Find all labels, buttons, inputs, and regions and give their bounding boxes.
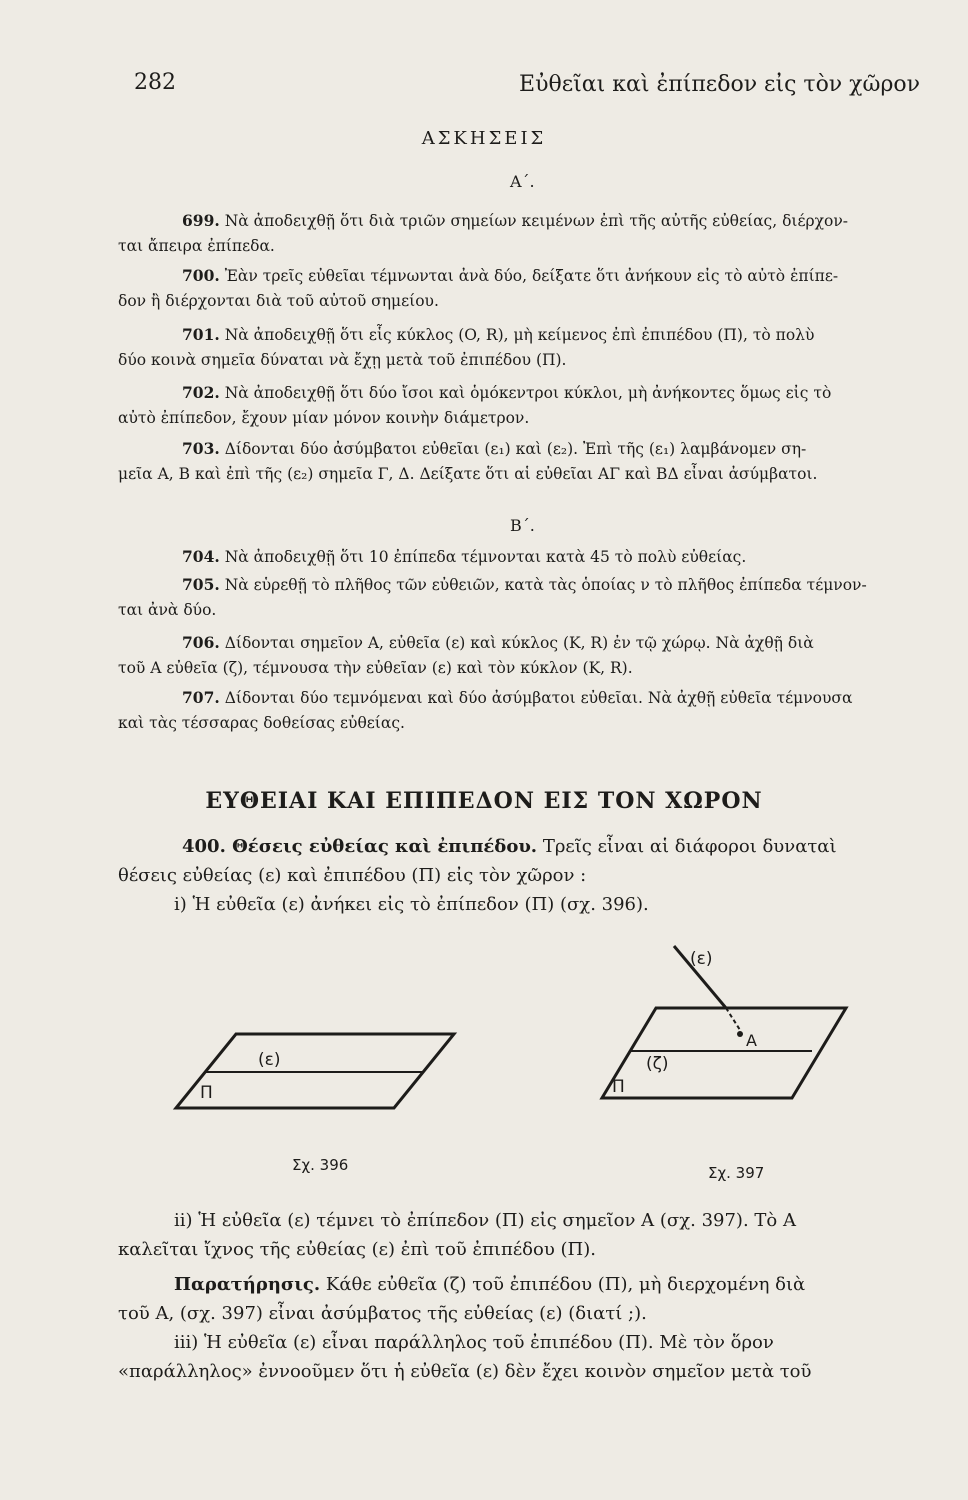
- exercise-text: Νὰ ἀποδειχθῇ ὅτι δύο ἴσοι καὶ ὁμόκεντροι κύκλοι, μὴ ἀνήκοντες ὅμως εἰς τὸ: [224, 384, 832, 402]
- remark-label: Παρατήρησις.: [174, 1274, 321, 1295]
- chapter-title: ΕΥΘΕΙΑΙ ΚΑΙ ΕΠΙΠΕΔΟΝ ΕΙΣ ΤΟΝ ΧΩΡΟΝ: [205, 788, 763, 814]
- exercise-text: αὐτὸ ἐπίπεδον, ἔχουν μίαν μόνον κοινὴν διάμετρον.: [118, 409, 530, 427]
- exercise-number: 703.: [182, 439, 220, 458]
- line-e-label: (ε): [258, 1050, 281, 1070]
- point-a-label: Α: [746, 1031, 757, 1050]
- figure-396: [176, 1034, 454, 1174]
- exercise-text: καὶ τὰς τέσσαρας δοθείσας εὐθείας.: [118, 714, 405, 732]
- exercise-706: [118, 630, 926, 681]
- exercise-text: δον ἢ διέρχονται διὰ τοῦ αὐτοῦ σημείου.: [118, 292, 439, 310]
- remark-paragraph: [118, 1270, 926, 1386]
- case-iii-text: iii) Ἡ εὐθεῖα (ε) εἶναι παράλληλος τοῦ ἐπιπέδου (Π). Μὲ τὸν ὅρον: [174, 1332, 774, 1353]
- section-intro-text: Τρεῖς εἶναι αἱ διάφοροι δυναταὶ: [542, 836, 837, 857]
- exercise-number: 699.: [182, 211, 220, 230]
- exercise-text: Νὰ ἀποδειχθῇ ὅτι 10 ἐπίπεδα τέμνονται κατὰ 45 τὸ πολὺ εὐθείας.: [224, 548, 747, 566]
- exercise-text: Ἐὰν τρεῖς εὐθεῖαι τέμνωνται ἀνὰ δύο, δείξατε ὅτι ἀνήκουν εἰς τὸ αὐτὸ ἐπίπε-: [224, 267, 839, 285]
- group-a-label: Α΄.: [510, 172, 535, 191]
- remark-text: τοῦ Α, (σχ. 397) εἶναι ἀσύμβατος τῆς εὐθείας (ε) (διατί ;).: [118, 1303, 647, 1324]
- exercise-701: [118, 322, 926, 373]
- section-intro-text: θέσεις εὐθείας (ε) καὶ ἐπιπέδου (Π) εἰς τὸν χῶρον :: [118, 865, 587, 886]
- exercise-707: [118, 685, 926, 736]
- group-b-label: Β΄.: [510, 516, 535, 535]
- exercise-text: ται ἄπειρα ἐπίπεδα.: [118, 237, 275, 255]
- exercise-number: 700.: [182, 266, 220, 285]
- case-i-text: i) Ἡ εὐθεῖα (ε) ἀνήκει εἰς τὸ ἐπίπεδον (Π) (σχ. 396).: [174, 894, 649, 915]
- exercise-text: τοῦ Α εὐθεῖα (ζ), τέμνουσα τὴν εὐθεῖαν (ε) καὶ τὸν κύκλον (Κ, R).: [118, 659, 633, 677]
- exercise-text: Νὰ ἀποδειχθῇ ὅτι εἷς κύκλος (O, R), μὴ κείμενος ἐπὶ ἐπιπέδου (Π), τὸ πολὺ: [224, 326, 815, 344]
- figure-caption: Σχ. 396: [292, 1156, 349, 1174]
- exercise-699: [118, 208, 926, 259]
- exercise-704: [118, 544, 926, 570]
- exercise-text: Δίδονται δύο τεμνόμεναι καὶ δύο ἀσύμβατοι εὐθεῖαι. Νὰ ἀχθῇ εὐθεῖα τέμνουσα: [224, 689, 853, 707]
- case-iii-text: «παράλληλος» ἐννοοῦμεν ὅτι ἡ εὐθεῖα (ε) δὲν ἔχει κοινὸν σημεῖον μετὰ τοῦ: [118, 1361, 812, 1382]
- figure-caption: Σχ. 397: [708, 1164, 765, 1182]
- exercise-700: [118, 263, 926, 314]
- figures: [0, 930, 968, 1190]
- exercise-702: [118, 380, 926, 431]
- point-a-marker: [737, 1031, 743, 1037]
- exercise-text: δύο κοινὰ σημεῖα δύναται νὰ ἔχῃ μετὰ τοῦ ἐπιπέδου (Π).: [118, 351, 567, 369]
- section-400-cases: [118, 1206, 926, 1264]
- exercise-text: Δίδονται σημεῖον Α, εὐθεῖα (ε) καὶ κύκλος (Κ, R) ἐν τῷ χώρῳ. Νὰ ἀχθῇ διὰ: [224, 634, 814, 652]
- section-heading: 400. Θέσεις εὐθείας καὶ ἐπιπέδου.: [182, 836, 538, 857]
- exercise-text: Δίδονται δύο ἀσύμβατοι εὐθεῖαι (ε₁) καὶ (ε₂). Ἐπὶ τῆς (ε₁) λαμβάνομεν ση-: [224, 440, 807, 458]
- exercise-number: 705.: [182, 575, 220, 594]
- line-z-label: (ζ): [646, 1054, 669, 1074]
- figure-397: [602, 946, 846, 1182]
- case-ii-text: καλεῖται ἴχνος τῆς εὐθείας (ε) ἐπὶ τοῦ ἐπιπέδου (Π).: [118, 1239, 596, 1260]
- running-title: Εὐθεῖαι καὶ ἐπίπεδον εἰς τὸν χῶρον: [519, 72, 920, 97]
- case-ii-text: ii) Ἡ εὐθεῖα (ε) τέμνει τὸ ἐπίπεδον (Π) εἰς σημεῖον Α (σχ. 397). Τὸ Α: [174, 1210, 796, 1231]
- exercise-number: 707.: [182, 688, 220, 707]
- line-e-hidden: [726, 1008, 740, 1030]
- plane-parallelogram: [602, 1008, 846, 1098]
- exercise-text: ται ἀνὰ δύο.: [118, 601, 217, 619]
- remark-text: Κάθε εὐθεῖα (ζ) τοῦ ἐπιπέδου (Π), μὴ διερχομένη διὰ: [325, 1274, 806, 1295]
- plane-label: Π: [200, 1083, 213, 1103]
- exercise-text: Νὰ ἀποδειχθῇ ὅτι διὰ τριῶν σημείων κειμένων ἐπὶ τῆς αὐτῆς εὐθείας, διέρχον-: [224, 212, 849, 230]
- exercise-number: 701.: [182, 325, 220, 344]
- line-e-label: (ε): [690, 949, 713, 969]
- exercise-705: [118, 572, 926, 623]
- exercise-text: μεῖα Α, Β καὶ ἐπὶ τῆς (ε₂) σημεῖα Γ, Δ. Δείξατε ὅτι αἱ εὐθεῖαι ΑΓ καὶ ΒΔ εἶναι ἀσύμβατοι.: [118, 465, 818, 483]
- exercise-703: [118, 436, 926, 487]
- exercises-title: ΑΣΚΗΣΕΙΣ: [421, 128, 547, 149]
- exercise-number: 706.: [182, 633, 220, 652]
- exercise-number: 702.: [182, 383, 220, 402]
- section-400-intro: [118, 832, 926, 919]
- plane-label: Π: [612, 1077, 625, 1097]
- exercise-number: 704.: [182, 547, 220, 566]
- page-number: 282: [134, 70, 176, 95]
- exercise-text: Νὰ εὑρεθῇ τὸ πλῆθος τῶν εὐθειῶν, κατὰ τὰς ὁποίας ν τὸ πλῆθος ἐπίπεδα τέμνον-: [224, 576, 867, 594]
